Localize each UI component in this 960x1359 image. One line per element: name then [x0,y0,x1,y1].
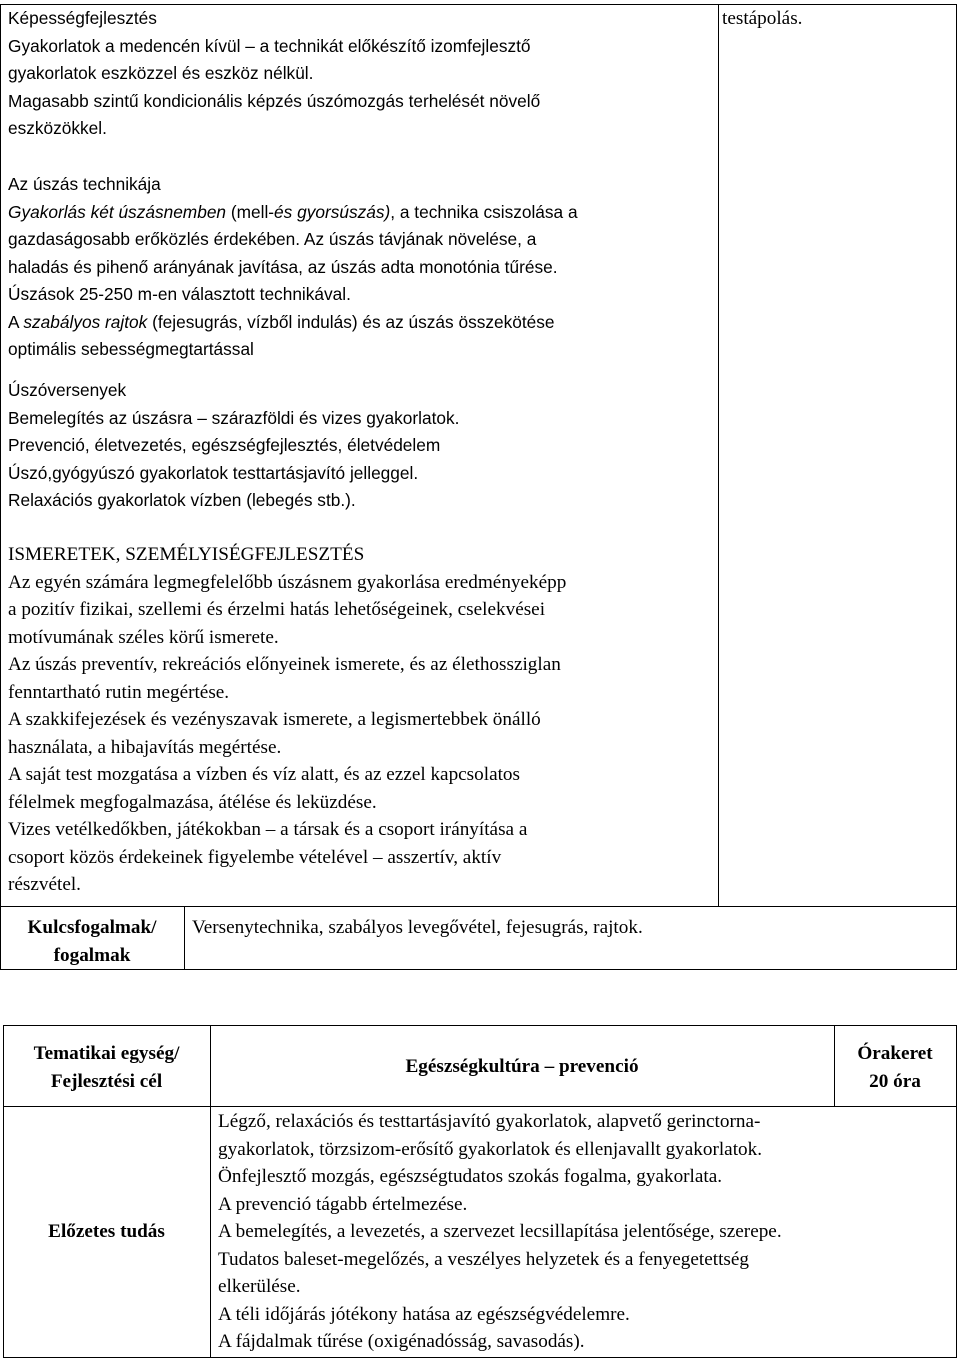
text-line [8,844,566,872]
text-span: haladás és pihenő arányának javítása, az úszás adta monotónia tűrése. [8,256,558,277]
prior-knowledge-line: gyakorlatok, törzsizom-erősítő gyakorlatok és ellenjavallt gyakorlatok. [218,1138,763,1160]
prior-knowledge-line: A fájdalmak tűrése (oxigénadósság, savasodás). [218,1331,585,1352]
text-line [8,460,459,488]
table1-left-border [0,4,1,970]
text-line [8,816,566,844]
text-line [8,309,578,337]
prior-knowledge-line: A téli időjárás jótékony hatása az egészségvédelemre. [218,1303,630,1325]
text-span: ISMERETEK, SZEMÉLYISÉGFEJLESZTÉS [8,544,365,565]
knowledge-personality-section [8,541,566,899]
text-span: és gyorsúszás) [274,201,391,222]
text-line [8,336,578,364]
text-span: gazdaságosabb erőközlés érdekében. Az úszás távjának növelése, a [8,229,537,249]
text-line [8,60,540,88]
text-line [8,115,540,143]
text-span: Gyakorlás két úszásnemben [8,201,227,222]
text-line [8,171,578,199]
text-span: Úszóversenyek [8,380,127,400]
text-span: Prevenció, életvezetés, egészségfejlesztés, életvédelem [8,435,441,455]
unit-label-line1: Tematikai egység/ [33,1043,180,1064]
text-line [8,596,566,624]
text-span: Bemelegítés az úszásra – szárazföldi és vizes gyakorlatok. [8,407,460,428]
text-line [8,761,566,789]
text-span: (fejesugrás, vízből indulás) és az úszás összekötése [147,311,555,332]
table1-bottom-border [0,969,957,970]
table1-key-row-divider [184,906,185,970]
hours-label: Órakeret [857,1043,933,1064]
key-concepts-label-line1: Kulcsfogalmak/ [27,917,157,938]
text-line [8,487,459,515]
text-span: A saját test mozgatása a vízben és víz alatt, és az ezzel kapcsolatos [8,764,520,785]
table2-bottom-border [3,1357,957,1358]
text-span: csoport közös érdekeinek figyelembe vételével – asszertív, aktív [8,846,502,868]
prior-knowledge-line: Önfejlesztő mozgás, egészségtudatos szokás fogalma, gyakorlata. [218,1166,723,1187]
text-line [8,254,578,282]
unit-label [3,1040,210,1095]
text-line [8,569,566,597]
text-span: Úszó,gyógyúszó gyakorlatok testtartásjavító jelleggel. [8,462,419,483]
text-span: Relaxációs gyakorlatok vízben (lebegés stb.). [8,490,356,510]
prior-knowledge-line: Légző, relaxációs és testtartásjavító gyakorlatok, alapvető gerinctorna- [218,1111,761,1132]
hours-box [834,1040,956,1095]
key-concepts-value: Versenytechnika, szabályos levegővétel, fejesugrás, rajtok. [192,917,643,938]
hours-value: 20 óra [869,1070,921,1092]
prior-knowledge-line: A prevenció tágabb értelmezése. [218,1193,468,1215]
text-span: A szakkifejezések és vezényszavak ismerete, a legismertebbek önálló [8,709,541,730]
text-line [8,706,566,734]
text-span: Vizes vetélkedőkben, játékokban – a társak és a csoport irányítása a [8,819,528,840]
text-span: A [8,311,24,332]
unit-title: Egészségkultúra – prevenció [405,1056,639,1077]
text-line [8,432,459,460]
text-span: eszközökkel. [8,118,107,138]
prior-knowledge-line: elkerülése. [218,1276,301,1297]
text-line [8,281,578,309]
text-line [8,871,566,899]
prior-knowledge-line: Tudatos baleset-megelőzés, a veszélyes helyzetek és a fenyegetettség [218,1248,750,1270]
text-span: optimális sebességmegtartással [8,339,254,359]
text-line [8,679,566,707]
text-line [8,541,566,569]
text-line [8,226,578,254]
table1-column-divider [718,4,719,906]
text-line [8,651,566,679]
text-span: gyakorlatok eszközzel és eszköz nélkül. [8,63,314,83]
text-line [8,199,578,227]
text-span: fenntartható rutin megértése. [8,681,230,703]
text-line [8,624,566,652]
prior-knowledge-line: A bemelegítés, a levezetés, a szervezet lecsillapítása jelentősége, szerepe. [218,1221,782,1242]
text-span: szabályos rajtok [23,311,148,332]
text-span: Gyakorlatok a medencén kívül – a technikát előkészítő izomfejlesztő [8,35,531,56]
unit-label-line2: Fejlesztési cél [50,1070,163,1092]
text-line [8,88,540,116]
table1-key-row-top-border [0,906,957,907]
text-span: , a technika csiszolása a [390,201,578,222]
text-line [8,734,566,762]
text-span: Úszások 25-250 m-en választott technikával. [8,284,351,304]
text-span: Magasabb szintű kondicionális képzés úszómozgás terhelését növelő [8,90,541,111]
text-line [8,405,459,433]
text-span: félelmek megfogalmazása, átélése és leküzdése. [8,791,377,813]
table1-right-border [956,4,957,970]
text-span: részvétel. [8,874,81,895]
prior-knowledge-list [218,1108,782,1356]
text-span: motívumának széles körű ismerete. [8,626,279,648]
table2-row-divider [3,1106,957,1107]
text-span: használata, a hibajavítás megértése. [8,736,282,758]
text-span: Az úszás preventív, rekreációs előnyeinek ismerete, és az élethossziglan [8,654,561,675]
swimming-competitions-section [8,377,459,515]
right-column-text: testápolás. [722,8,803,29]
swimming-technique-section [8,171,578,364]
text-span: Az úszás technikája [8,174,161,194]
prior-knowledge-label: Előzetes tudás [48,1221,165,1242]
key-concepts-label [0,914,184,969]
text-span: Az egyén számára legmegfelelőbb úszásnem gyakorlása eredményeképp [8,571,567,593]
table2-right-border [956,1025,957,1358]
text-span: a pozitív fizikai, szellemi és érzelmi hatás lehetőségeinek, cselekvései [8,599,546,620]
text-line [8,33,540,61]
table2-top-border [3,1025,957,1026]
text-span: Képességfejlesztés [8,8,157,28]
skill-development-section [8,5,540,143]
text-line [8,5,540,33]
text-line [8,377,459,405]
text-span: (mell- [226,201,275,222]
key-concepts-label-line2: fogalmak [53,944,131,966]
text-line [8,789,566,817]
